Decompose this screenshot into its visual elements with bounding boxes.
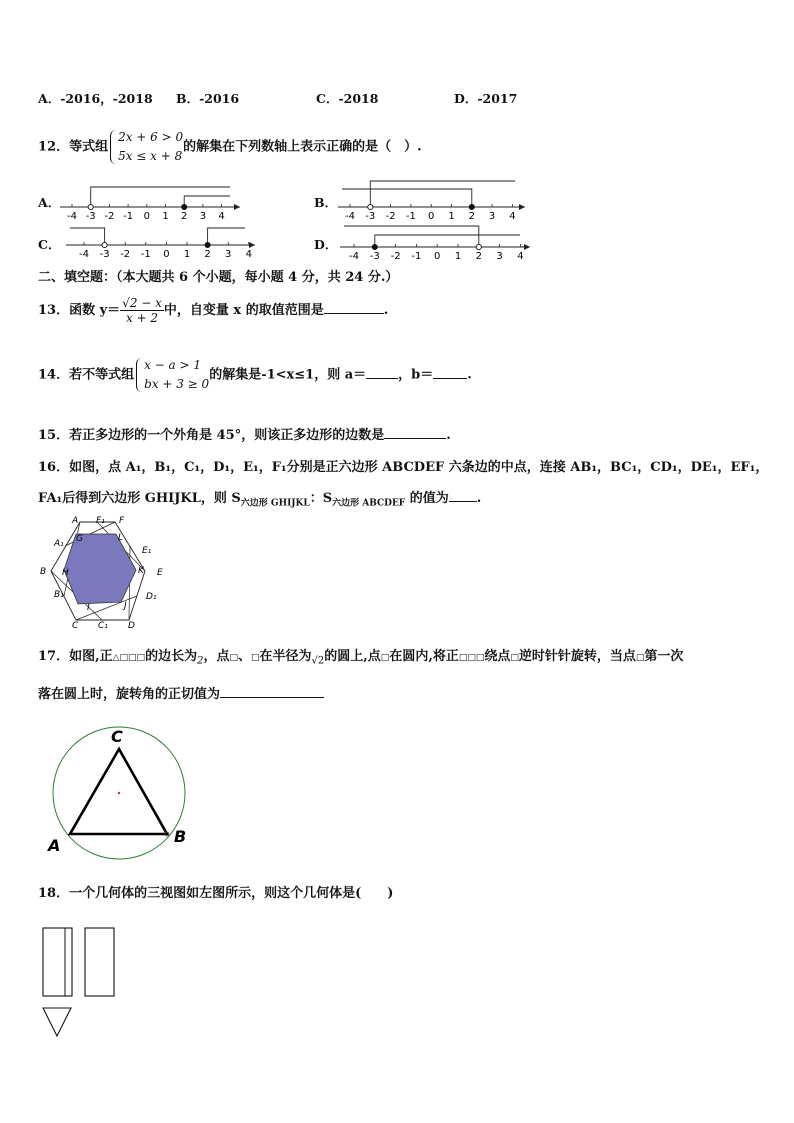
q14-blank-a[interactable]: [366, 366, 398, 379]
axis-tick-label: 4: [509, 211, 516, 222]
axis-tick-label: 1: [183, 249, 191, 260]
hex-label-F1: F₁: [96, 516, 105, 526]
numline-label-c: C．: [38, 237, 61, 252]
question-13: 13．函数 y＝ $\frac{√2 - x}{x + 2}$ 中，自变量 x 的取值范围是 .: [38, 296, 389, 325]
q16-colon: ：S: [309, 491, 333, 506]
axis-tick-label: 1: [162, 211, 169, 222]
q13-numerator: √2 − x: [122, 296, 162, 310]
q16-text-b: 的值为: [405, 491, 449, 506]
axis-tick-label: -3: [85, 211, 96, 222]
top-view: [43, 1008, 71, 1036]
numline-label-d: D．: [314, 237, 338, 252]
q14-prefix: 14．若不等式组: [38, 367, 135, 383]
hex-label-H: H: [62, 568, 69, 578]
open-point: [102, 242, 107, 247]
axis-tick-label: -1: [411, 251, 422, 262]
question-16-line-2: [38, 487, 481, 509]
circle-label-A: A: [48, 836, 61, 855]
q14-blank-b[interactable]: [433, 366, 467, 379]
open-point: [368, 204, 373, 209]
q17-triangle-symbol: △: [112, 653, 120, 663]
question-14: [38, 356, 472, 394]
axis-tick-label: 4: [517, 251, 524, 262]
hex-label-C1: C₁: [98, 621, 108, 630]
axis-tick-label: 0: [428, 211, 435, 222]
three-view-figure: [38, 924, 128, 1042]
question-17-line-2: [38, 683, 324, 702]
q17-text-h: 绕点: [484, 649, 511, 664]
hex-label-A: A: [72, 516, 79, 526]
axis-tick-label: 3: [488, 211, 496, 222]
q14-text-b: ，b＝: [398, 367, 434, 383]
axis-tick-label: -2: [104, 211, 115, 222]
axis-tick-label: 2: [204, 249, 211, 260]
axis-tick-label: 0: [434, 251, 441, 262]
q16-end: .: [476, 491, 482, 506]
q17-text-b: 的边长为: [145, 649, 198, 664]
numline-a: [60, 187, 240, 222]
q13-denominator: x + 2: [125, 311, 159, 325]
q16-sub-1: 六边形 GHIJKL: [240, 498, 310, 509]
axis-tick-label: 3: [496, 251, 503, 262]
numline-label-b: B．: [314, 195, 338, 210]
axis-tick-label: 3: [225, 249, 232, 260]
section-2-title: 二、填空题：（本大题共 6 个小题，每小题 4 分，共 24 分.）: [38, 270, 399, 285]
numline-c: [66, 228, 255, 260]
hex-label-D1: D₁: [146, 592, 157, 602]
q17-text-a: 17．如图,正: [38, 649, 113, 664]
q15-end: .: [446, 428, 451, 443]
axis-tick-label: 2: [468, 211, 475, 222]
circle-triangle-figure: [40, 720, 200, 860]
solid-point: [205, 242, 210, 247]
q12-ineq-2: 5x ≤ x + 8: [118, 149, 183, 163]
axis-tick-label: 0: [163, 249, 170, 260]
axis-tick-label: -1: [405, 211, 416, 222]
numline-label-a: A．: [38, 195, 61, 210]
axis-tick-label: -1: [123, 211, 134, 222]
question-17-line-1: 17．如图,正△□□□的边长为$_2$，点□、□在半径为$_{√2}$的圆上,点□在圆内,将正□□□绕点□逆时针针旋转，当点□第一次: [38, 649, 684, 667]
axis-arrow: [249, 242, 255, 248]
axis-tick-label: -2: [120, 249, 131, 260]
q17-text-c: ，点: [203, 649, 230, 664]
q13-fraction: [120, 296, 164, 325]
axis-arrow: [234, 204, 240, 210]
question-15: [38, 424, 451, 443]
q15-blank[interactable]: [384, 426, 446, 439]
q13-blank[interactable]: [324, 301, 384, 314]
numline-b: [338, 181, 525, 222]
axis-tick-label: 2: [475, 251, 482, 262]
solid-point: [469, 204, 474, 209]
hex-label-C: C: [72, 621, 79, 630]
hex-label-B: B: [40, 567, 47, 577]
solution-ray: [91, 187, 230, 204]
q17-blank[interactable]: [220, 685, 324, 698]
axis-tick-label: -4: [67, 211, 77, 222]
q17-radius: √2: [311, 655, 325, 667]
solid-point: [372, 244, 377, 249]
question-16-line-1: 16．如图，点 A₁，B₁，C₁，D₁，E₁，F₁分别是正六边形 ABCDEF 六条边的中点，连接 AB₁，BC₁，CD₁，DE₁，EF₁，: [38, 460, 769, 475]
hex-label-E: E: [157, 568, 163, 578]
q16-text-a: FA₁后得到六边形 GHIJKL，则 S: [38, 491, 241, 506]
solid-point: [182, 204, 187, 209]
open-point: [476, 244, 481, 249]
solution-ray: [70, 228, 105, 242]
solution-ray: [375, 235, 520, 244]
axis-tick-label: 2: [181, 211, 188, 222]
q17-text-e: 在半径为: [259, 649, 312, 664]
q12-prefix: 12．等式组: [38, 139, 109, 155]
solution-ray: [342, 189, 472, 204]
solution-ray: [370, 181, 515, 204]
axis-tick-label: 0: [143, 211, 150, 222]
axis-arrow: [524, 244, 530, 250]
axis-tick-label: 4: [245, 249, 252, 260]
hex-label-J: J: [124, 601, 127, 611]
q13-prefix: 13．函数 y＝: [38, 303, 121, 318]
q14-ineq-1: x − a > 1: [144, 358, 202, 372]
q17-text-j: 第一次: [644, 649, 684, 664]
axis-arrow: [519, 204, 525, 210]
side-view: [85, 928, 114, 996]
option-b: B．-2016: [176, 91, 240, 106]
q17-text-i: 逆时针针旋转，当点: [518, 649, 636, 664]
axis-tick-label: -2: [385, 211, 396, 222]
axis-tick-label: 1: [448, 211, 455, 222]
axis-tick-label: -3: [369, 251, 380, 262]
hex-label-F: F: [119, 516, 125, 526]
front-view: [43, 928, 72, 996]
q16-sub-2: 六边形 ABCDEF: [332, 498, 406, 509]
number-lines: [0, 0, 794, 280]
q14-text: 的解集是-1<x≤1，则 a＝: [209, 367, 367, 383]
q12-ineq-1: 2x + 6 > 0: [118, 130, 184, 144]
axis-tick-label: 1: [454, 251, 462, 262]
hex-label-A1: A₁: [54, 539, 64, 549]
q15-text: 15．若正多边形的一个外角是 45°，则该正多边形的边数是: [38, 428, 385, 443]
open-point: [88, 204, 93, 209]
axis-tick-label: 4: [218, 211, 225, 222]
q17-side-length: 2: [197, 655, 204, 667]
solution-ray: [208, 228, 245, 242]
q16-blank[interactable]: [449, 489, 477, 502]
option-a: A．-2016，-2018: [38, 91, 153, 106]
axis-tick-label: -2: [390, 251, 401, 262]
q17-text-f: 的圆上,点: [324, 649, 381, 664]
q17-text-g: 在圆内,将正: [389, 649, 459, 664]
hex-label-E1: E₁: [142, 546, 152, 556]
option-c: C．-2018: [316, 91, 379, 106]
q17-text-line2: 落在圆上时，旋转角的正切值为: [38, 687, 221, 702]
circle-label-B: B: [174, 827, 187, 846]
axis-tick-label: -4: [349, 251, 359, 262]
q13-suffix: 中，自变量 x 的取值范围是: [163, 303, 324, 318]
circle-label-C: C: [111, 727, 123, 746]
q17-text-d: 、: [237, 649, 251, 664]
q14-system: [134, 356, 209, 394]
question-18: 18．一个几何体的三视图如左图所示，则这个几何体是( ): [38, 886, 394, 901]
hex-label-I: I: [87, 603, 90, 613]
axis-tick-label: -1: [140, 249, 151, 260]
hex-label-D: D: [128, 621, 135, 630]
axis-tick-label: 3: [199, 211, 207, 222]
q12-suffix: 的解集在下列数轴上表示正确的是（ ）.: [183, 139, 422, 155]
hex-label-L: L: [118, 533, 124, 543]
axis-tick-label: -4: [79, 249, 89, 260]
axis-tick-label: -4: [345, 211, 355, 222]
hex-label-B1: B₁: [54, 590, 64, 600]
solution-ray: [184, 196, 230, 204]
axis-tick-label: -3: [99, 249, 110, 260]
numline-d: [340, 226, 530, 262]
hex-label-K: K: [138, 566, 144, 576]
axis-tick-label: -3: [365, 211, 376, 222]
option-d: D．-2017: [454, 91, 518, 106]
q14-end: .: [467, 367, 472, 383]
hex-label-G: G: [76, 534, 83, 544]
hexagon-figure: [36, 512, 176, 630]
q14-ineq-2: bx + 3 ≥ 0: [144, 377, 210, 391]
q17-placeholder-1: □□□: [119, 653, 146, 663]
